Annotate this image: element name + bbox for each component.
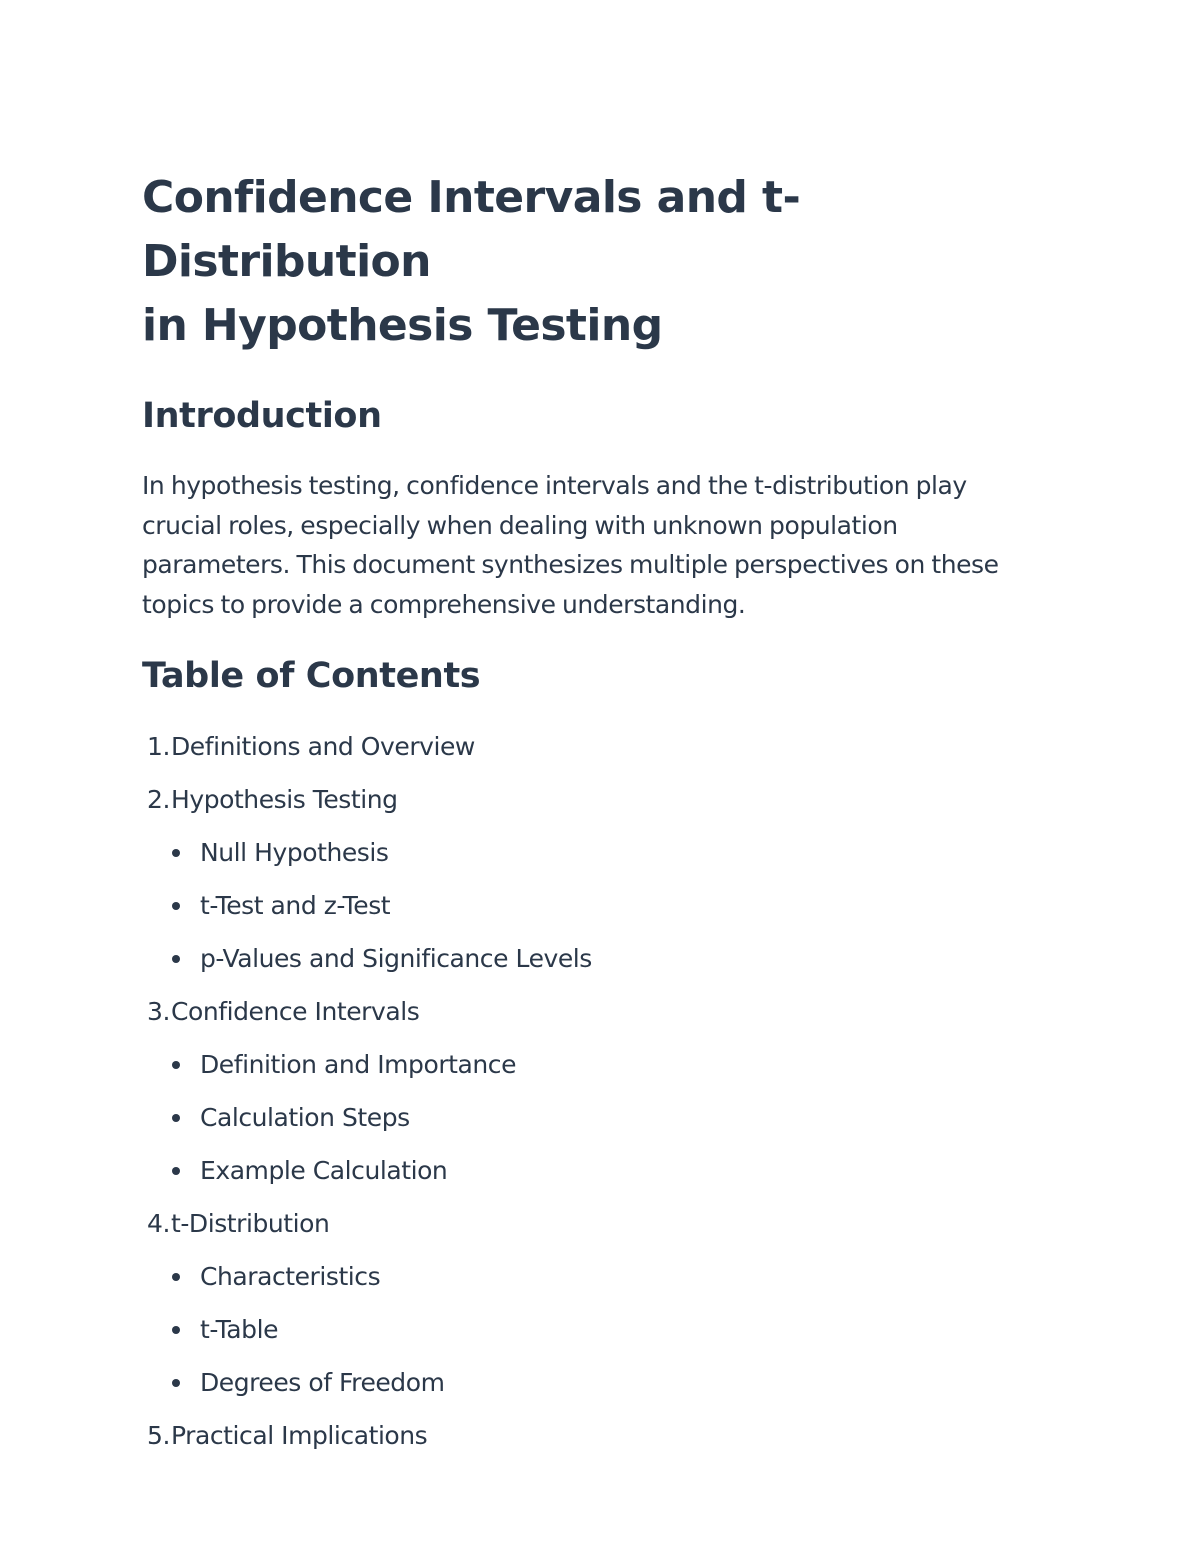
toc-item-number: 2.	[147, 785, 170, 814]
toc-subitem-p-values	[142, 932, 1062, 985]
toc-subitem-label: Null Hypothesis	[200, 838, 389, 867]
toc-subitem-t-table	[142, 1303, 1062, 1356]
toc-item-confidence-intervals	[142, 985, 1062, 1038]
toc-subitem-null-hypothesis	[142, 826, 1062, 879]
bullet-icon	[172, 1061, 180, 1069]
toc-subitem-label: Calculation Steps	[200, 1103, 410, 1132]
toc-item-label: Definitions and Overview	[171, 732, 475, 761]
toc-subitem-degrees-of-freedom	[142, 1356, 1062, 1409]
toc-item-label: t-Distribution	[171, 1209, 330, 1238]
bullet-icon	[172, 902, 180, 910]
toc-subitem-label: Example Calculation	[200, 1156, 448, 1185]
bullet-icon	[172, 849, 180, 857]
introduction-heading: Introduction	[142, 396, 382, 436]
title-line-1: Confidence Intervals and t-Distribution	[142, 172, 801, 287]
toc-item-hypothesis-testing	[142, 773, 1062, 826]
toc-subitem-label: p-Values and Significance Levels	[200, 944, 592, 973]
bullet-icon	[172, 1326, 180, 1334]
document-page	[142, 166, 1062, 1462]
toc-item-number: 4.	[147, 1209, 170, 1238]
toc-item-label: Practical Implications	[171, 1421, 428, 1450]
toc-subitem-calculation-steps	[142, 1091, 1062, 1144]
bullet-icon	[172, 1114, 180, 1122]
toc-item-number: 1.	[147, 732, 170, 761]
toc-item-label: Hypothesis Testing	[171, 785, 398, 814]
toc-subitem-label: t-Test and z-Test	[200, 891, 391, 920]
toc-heading: Table of Contents	[142, 656, 481, 696]
bullet-icon	[172, 1379, 180, 1387]
toc-item-practical-implications	[142, 1409, 1062, 1462]
introduction-paragraph: In hypothesis testing, confidence intervals and the t-distribution play crucial roles, especially when dealing with unknown population parameters. This document synthesizes multiple perspectives on these topics to provide a comprehensive understanding.	[142, 471, 999, 619]
document-title	[142, 166, 1062, 358]
toc-item-number: 3.	[147, 997, 170, 1026]
title-line-2: in Hypothesis Testing	[142, 300, 663, 351]
toc-subitem-example-calculation	[142, 1144, 1062, 1197]
bullet-icon	[172, 1167, 180, 1175]
toc-item-label: Confidence Intervals	[171, 997, 420, 1026]
toc-subitem-characteristics	[142, 1250, 1062, 1303]
bullet-icon	[172, 1273, 180, 1281]
table-of-contents	[142, 720, 1062, 1462]
toc-subitem-label: Definition and Importance	[200, 1050, 516, 1079]
toc-subitem-label: Degrees of Freedom	[200, 1368, 445, 1397]
toc-item-number: 5.	[147, 1421, 170, 1450]
toc-subitem-label: Characteristics	[200, 1262, 381, 1291]
toc-item-definitions	[142, 720, 1062, 773]
toc-subitem-label: t-Table	[200, 1315, 279, 1344]
toc-subitem-definition-importance	[142, 1038, 1062, 1091]
toc-subitem-t-test-z-test	[142, 879, 1062, 932]
toc-item-t-distribution	[142, 1197, 1062, 1250]
bullet-icon	[172, 955, 180, 963]
